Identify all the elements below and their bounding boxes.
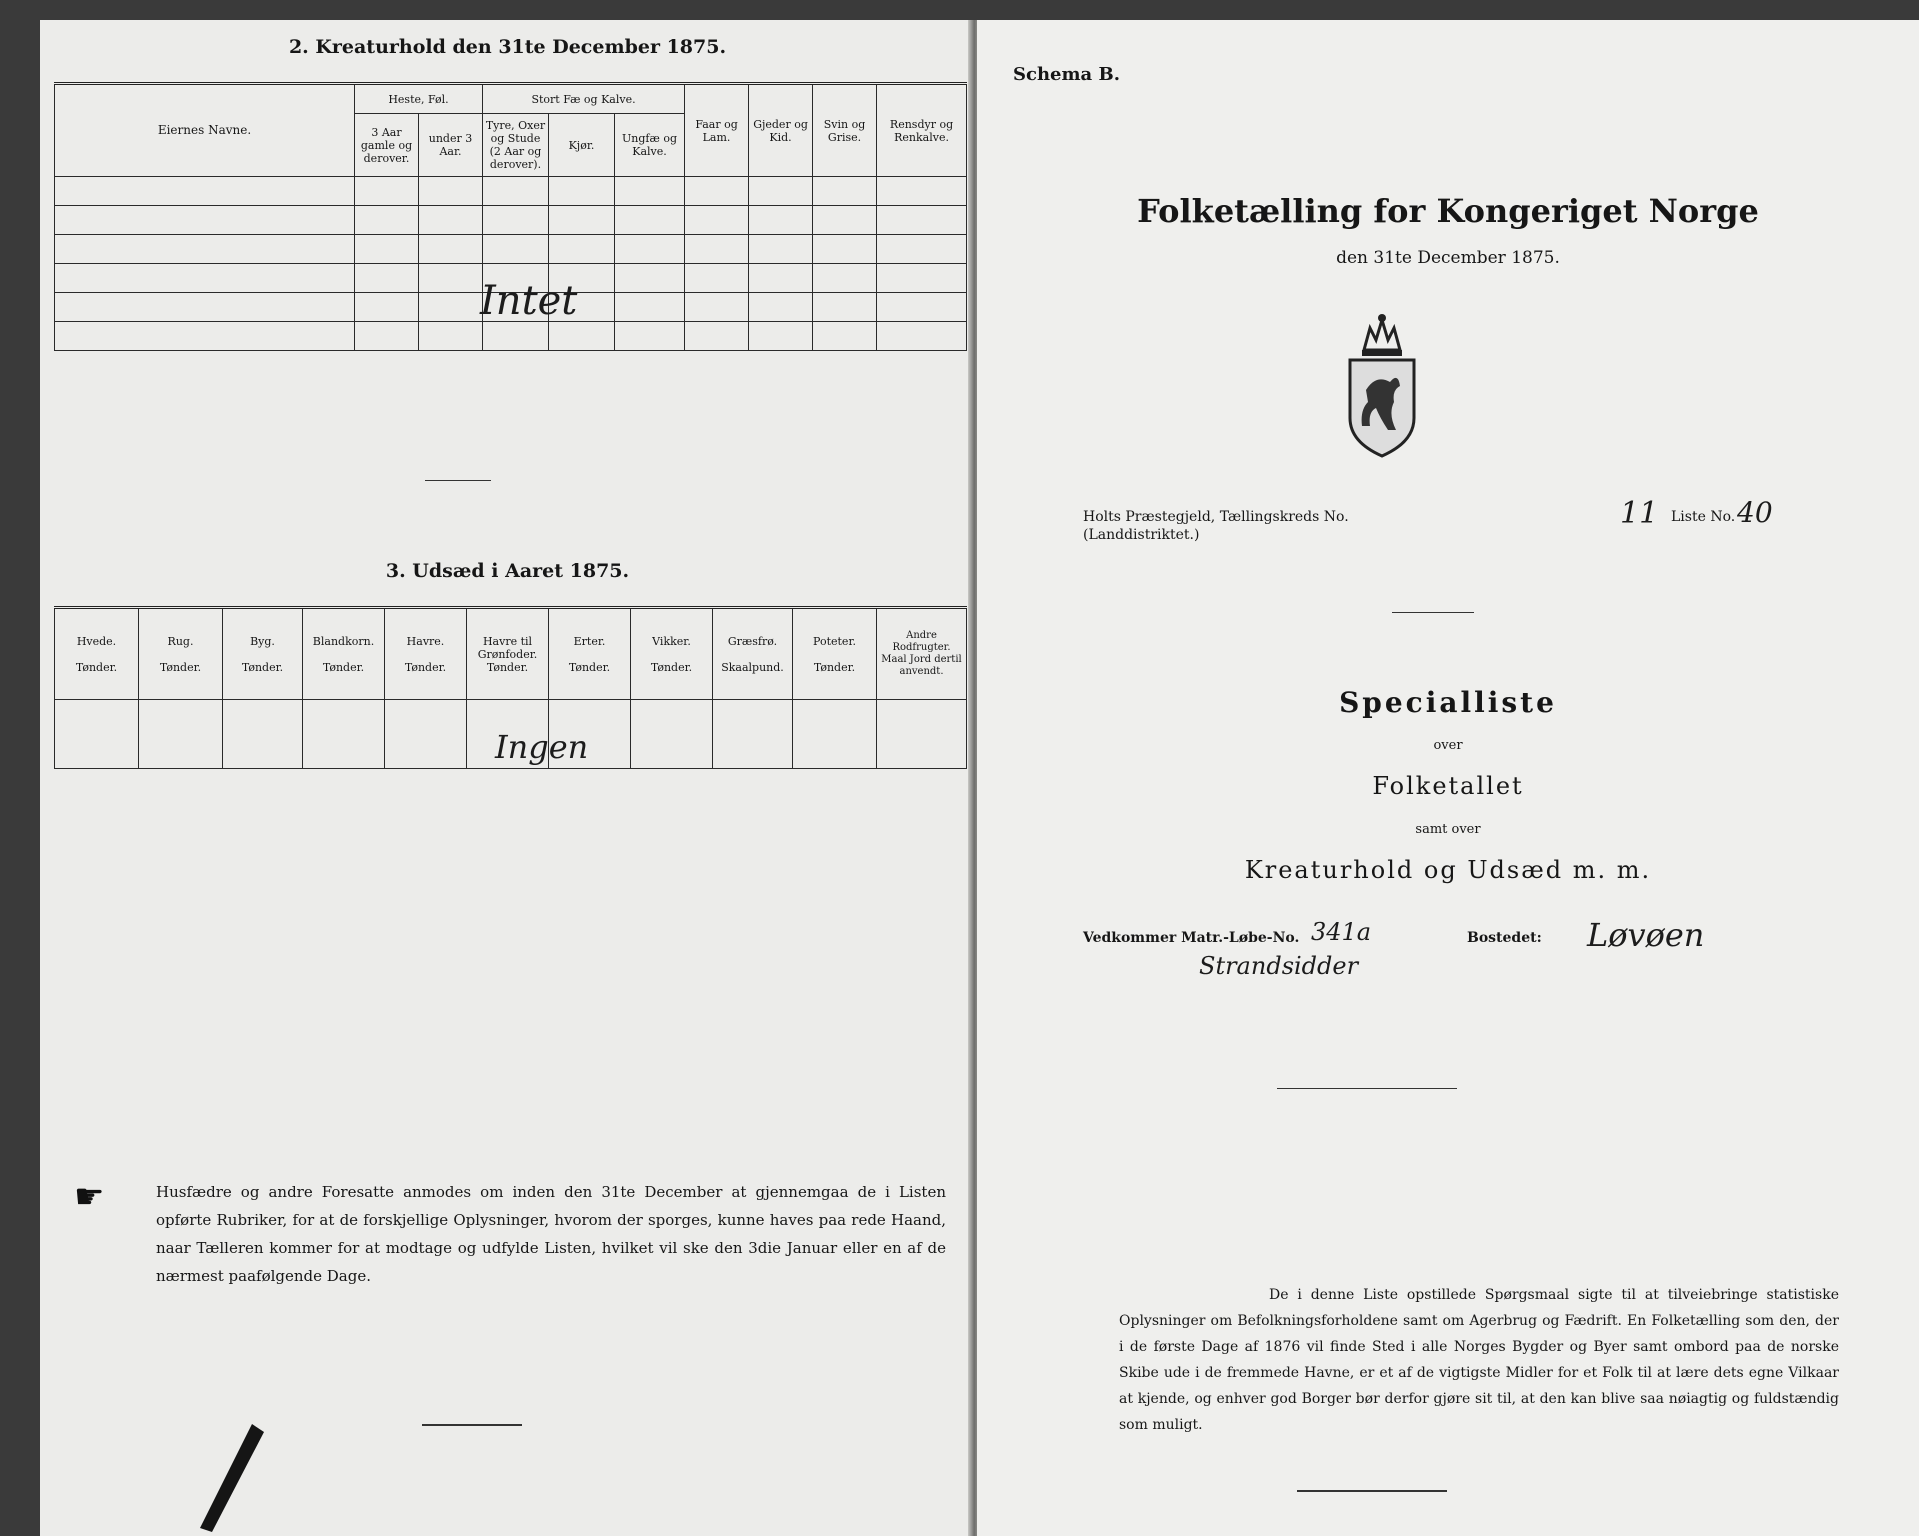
bosted-label: Bostedet: — [1467, 930, 1542, 946]
left-page — [40, 20, 975, 1536]
seed-col-header: Blandkorn. Tønder. — [303, 608, 385, 700]
seed-col-header: Hvede. Tønder. — [55, 608, 139, 700]
horses-under3-header: under 3 Aar. — [419, 114, 483, 177]
cattle-header: Stort Fæ og Kalve. — [483, 84, 685, 114]
district-label: Tællingskreds No. — [1219, 509, 1349, 525]
horses-header: Heste, Føl. — [355, 84, 483, 114]
pigs-header: Svin og Grise. — [813, 84, 877, 177]
goats-header: Gjeder og Kid. — [749, 84, 813, 177]
pen-nib-icon — [190, 1420, 270, 1536]
right-page — [977, 20, 1919, 1536]
owner-name-header: Eiernes Navne. — [55, 84, 355, 177]
footnote-text: Husfædre og andre Foresatte anmodes om inden den 31te December at gjennemgaa de i Listen opførte Rubriker, for at de forskjellige Oplysninger, hvorom der sporges, kunne haves paa rede Haand, naar Tælleren kommer for at modtage og udfylde Listen, hvilket vil ske den 3die Januar eller en af de nærmest paafølgende Dage. — [156, 1183, 946, 1285]
divider — [422, 1424, 522, 1426]
matr-number: 341a — [1311, 918, 1372, 946]
seed-col-header: Græsfrø. Skaalpund. — [713, 608, 793, 700]
matr-name: Strandsidder — [1199, 952, 1359, 980]
sheep-header: Faar og Lam. — [685, 84, 749, 177]
over-text: over — [1433, 738, 1463, 753]
page-title: Folketælling for Kongeriget Norge — [1137, 192, 1759, 230]
bosted-value: Løvøen — [1587, 916, 1705, 954]
young-cattle-header: Ungfæ og Kalve. — [615, 114, 685, 177]
horses-3yr-header: 3 Aar gamle og derover. — [355, 114, 419, 177]
seed-heading: 3. Udsæd i Aaret 1875. — [385, 560, 630, 582]
kreaturhold-text: Kreaturhold og Udsæd m. m. — [1244, 856, 1652, 884]
seed-col-header: Erter. Tønder. — [549, 608, 631, 700]
matr-label: Vedkommer Matr.-Løbe-No. — [1083, 930, 1300, 946]
census-date: den 31te December 1875. — [1336, 248, 1560, 268]
seed-col-header: Poteter. Tønder. — [793, 608, 877, 700]
table-row — [55, 235, 967, 264]
explanatory-note: De i denne Liste opstillede Spørgsmaal sigte til at tilveiebringe statistiske Oplysninger om Befolkningsforholdene samt om Agerbrug og Fædrift. En Folketælling som den, der i de første Dage af 1876 vil finde Sted i alle Norges Bygder og Byer samt ombord paa de norske Skibe ude i de fremmede Havne, er et af de vigtigste Midler for et Folk til at lære dets egne Vilkaar at kjende, og enhver god Borger bør derfor gjøre sit til, at den kan blive saa nøiagtig og fuldstændig som muligt. — [1119, 1287, 1839, 1433]
special-list-title: Specialliste — [1339, 686, 1557, 719]
liste-label: Liste No. — [1671, 509, 1736, 525]
norwegian-crest-icon — [1332, 310, 1432, 460]
table-row — [55, 322, 967, 351]
bulls-oxen-header: Tyre, Oxer og Stude (2 Aar og derover). — [483, 114, 549, 177]
cows-header: Kjør. — [549, 114, 615, 177]
parish-label: Præstegjeld, — [1125, 509, 1216, 525]
seed-col-header: Rug. Tønder. — [139, 608, 223, 700]
livestock-handwritten-entry: Intet — [480, 278, 578, 324]
seed-col-header: Vikker. Tønder. — [631, 608, 713, 700]
seed-col-header: Havre til Grønfoder. Tønder. — [467, 608, 549, 700]
reindeer-header: Rensdyr og Renkalve. — [877, 84, 967, 177]
liste-number: 40 — [1737, 496, 1773, 529]
divider — [1392, 612, 1474, 613]
landdistrikt-label: (Landdistriktet.) — [1083, 527, 1200, 543]
folketallet-text: Folketallet — [1372, 772, 1524, 800]
table-row — [55, 177, 967, 206]
seed-handwritten-entry: Ingen — [495, 728, 589, 766]
divider — [425, 480, 491, 481]
seed-col-header: Andre Rodfrugter. Maal Jord dertil anvendt. — [877, 608, 967, 700]
seed-col-header: Byg. Tønder. — [223, 608, 303, 700]
samt-over-text: samt over — [1415, 822, 1481, 837]
table-row — [55, 206, 967, 235]
divider — [1277, 1088, 1457, 1089]
district-number: 11 — [1620, 496, 1659, 531]
schema-label: Schema B. — [1013, 64, 1120, 85]
livestock-heading: 2. Kreaturhold den 31te December 1875. — [288, 36, 727, 58]
district-block — [1083, 508, 1349, 544]
divider — [1297, 1490, 1447, 1492]
parish-prefix: Holts — [1083, 509, 1121, 525]
seed-col-header: Havre. Tønder. — [385, 608, 467, 700]
pointing-hand-icon: ☛ — [74, 1177, 105, 1217]
